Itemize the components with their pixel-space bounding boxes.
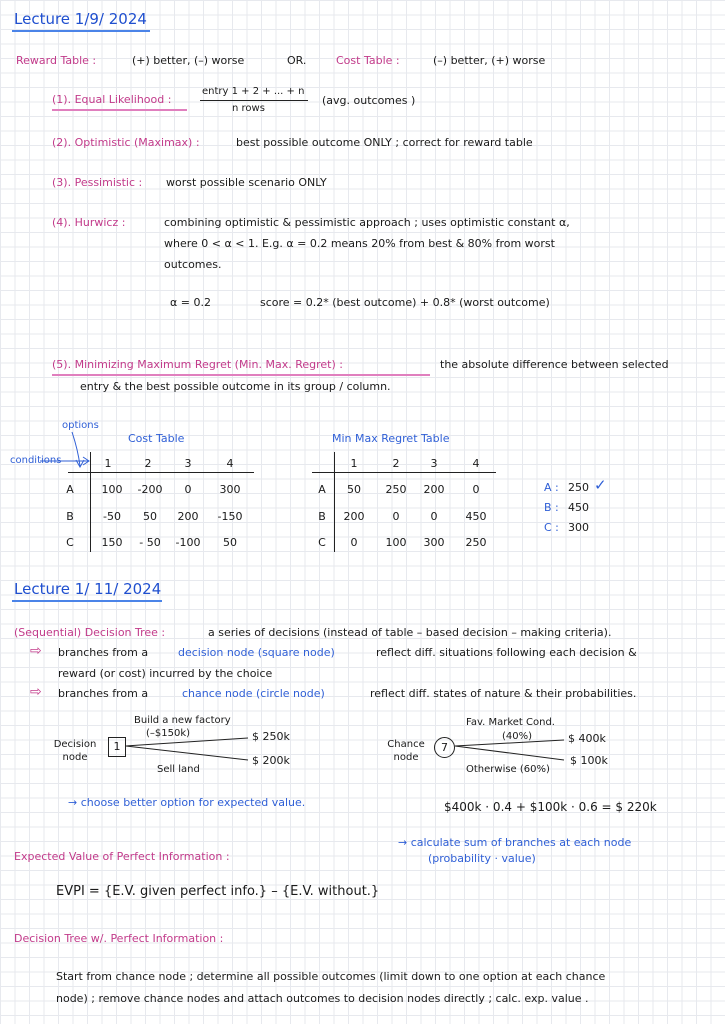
item1-numerator: entry 1 + 2 + ... + n	[202, 86, 305, 97]
chance-note-line2: (probability · value)	[428, 852, 536, 865]
max-regret-value: 300	[568, 521, 589, 534]
item2-text: best possible outcome ONLY ; correct for reward table	[236, 136, 533, 149]
cost-cell: 0	[184, 483, 192, 496]
regret-cell: 250	[465, 536, 487, 549]
regret-cell: 0	[350, 536, 358, 549]
branch-top-label: Build a new factory	[134, 715, 231, 726]
regret-cell: 0	[430, 510, 438, 523]
cost-row-label: C	[66, 536, 74, 549]
cost-col-header: 4	[226, 457, 234, 470]
regret-cell: 300	[423, 536, 445, 549]
arrow2-text-a: branches from a	[58, 687, 149, 700]
arrow2-text-b: reflect diff. states of nature & their probabilities.	[370, 687, 637, 700]
chance-note-line1: → calculate sum of branches at each node	[398, 836, 632, 849]
branch-bottom-value: $ 200k	[252, 754, 290, 767]
checkmark-icon: ✓	[594, 476, 607, 494]
regret-row-label: C	[318, 536, 326, 549]
item5-label: (5). Minimizing Maximum Regret (Min. Max. Regret) :	[52, 358, 343, 371]
regret-cell: 100	[385, 536, 407, 549]
options-label: options	[62, 420, 99, 431]
item4-line1: combining optimistic & pessimistic approach ; uses optimistic constant α,	[164, 216, 570, 229]
item1-note: (avg. outcomes )	[322, 94, 416, 107]
chance-top-label: Fav. Market Cond.	[466, 717, 555, 728]
regret-col-header: 3	[430, 457, 438, 470]
evpi-formula: EVPI = {E.V. given perfect info.} – {E.V. without.}	[56, 884, 380, 899]
lecture2-heading: Lecture 1/ 11/ 2024	[14, 580, 162, 598]
regret-cell: 0	[472, 483, 480, 496]
chance-calculation: $400k · 0.4 + $100k · 0.6 = $ 220k	[444, 800, 657, 814]
max-regret-label: A :	[544, 481, 559, 494]
regret-cell: 250	[385, 483, 407, 496]
cost-col-header: 1	[104, 457, 112, 470]
chance-node-label: Chance node	[387, 739, 425, 763]
dtpi-line1: Start from chance node ; determine all possible outcomes (limit down to one option at each chance	[56, 970, 606, 983]
branch-top-cost: (–$150k)	[146, 728, 191, 739]
regret-row-label: B	[318, 510, 326, 523]
alpha-equation: α = 0.2	[170, 296, 211, 309]
cost-cell: - 50	[139, 536, 161, 549]
reward-table-label: Reward Table :	[16, 54, 97, 67]
arrow1-text-b: reflect diff. situations following each decision &	[376, 646, 637, 659]
dtpi-heading: Decision Tree w/. Perfect Information :	[14, 932, 224, 945]
arrow1-text-c: reward (or cost) incurred by the choice	[58, 667, 273, 680]
regret-cell: 450	[465, 510, 487, 523]
cost-cell: 50	[143, 510, 157, 523]
evpi-heading: Expected Value of Perfect Information :	[14, 850, 230, 863]
reward-table-text: (+) better, (–) worse	[132, 54, 245, 67]
chance-node-circle: 7	[434, 737, 455, 758]
score-equation: score = 0.2* (best outcome) + 0.8* (worst outcome)	[260, 296, 550, 309]
regret-cell: 0	[392, 510, 400, 523]
item4-line3: outcomes.	[164, 258, 222, 271]
max-regret-label: B :	[544, 501, 559, 514]
cost-cell: 200	[177, 510, 199, 523]
regret-col-header: 2	[392, 457, 400, 470]
item3-text: worst possible scenario ONLY	[166, 176, 327, 189]
or-text: OR.	[287, 54, 307, 67]
item1-denominator: n rows	[232, 103, 265, 114]
decision-node-square: 1	[108, 737, 126, 757]
cost-col-header: 3	[184, 457, 192, 470]
arrow1-text-a: branches from a	[58, 646, 149, 659]
cost-cell: -50	[103, 510, 121, 523]
decision-node-label: Decision node	[53, 739, 97, 763]
decision-tree-label: (Sequential) Decision Tree :	[14, 626, 166, 639]
regret-col-header: 4	[472, 457, 480, 470]
item5-line2: entry & the best possible outcome in its group / column.	[80, 380, 391, 393]
cost-table-text: (–) better, (+) worse	[433, 54, 546, 67]
cost-cell: -150	[217, 510, 243, 523]
chance-bottom-label: Otherwise (60%)	[466, 764, 550, 775]
item4-line2: where 0 < α < 1. E.g. α = 0.2 means 20% from best & 80% from worst	[164, 237, 555, 250]
cost-row-label: A	[66, 483, 74, 496]
regret-cell: 200	[423, 483, 445, 496]
item5-line1: the absolute difference between selected	[440, 358, 669, 371]
chance-top-prob: (40%)	[502, 731, 533, 742]
chance-bottom-value: $ 100k	[570, 754, 608, 767]
max-regret-value: 250	[568, 481, 589, 494]
arrow-right-icon: ⇨	[30, 684, 42, 700]
cost-col-header: 2	[144, 457, 152, 470]
cost-cell: 150	[101, 536, 123, 549]
cost-cell: 50	[223, 536, 237, 549]
lecture1-heading: Lecture 1/9/ 2024	[14, 10, 147, 28]
chance-top-value: $ 400k	[568, 732, 606, 745]
regret-col-header: 1	[350, 457, 358, 470]
decision-note: → choose better option for expected value.	[68, 796, 306, 809]
cost-cell: 300	[219, 483, 241, 496]
max-regret-label: C :	[544, 521, 559, 534]
cost-cell: -100	[175, 536, 201, 549]
max-regret-value: 450	[568, 501, 589, 514]
decision-tree-text: a series of decisions (instead of table – based decision – making criteria).	[208, 626, 612, 639]
cost-table-title: Cost Table	[128, 432, 185, 445]
item3-label: (3). Pessimistic :	[52, 176, 143, 189]
arrow-right-icon: ⇨	[30, 643, 42, 659]
cost-cell: -200	[137, 483, 163, 496]
regret-cell: 200	[343, 510, 365, 523]
regret-table-title: Min Max Regret Table	[332, 432, 450, 445]
cost-cell: 100	[101, 483, 123, 496]
branch-bottom-label: Sell land	[157, 764, 200, 775]
cost-row-label: B	[66, 510, 74, 523]
item2-label: (2). Optimistic (Maximax) :	[52, 136, 200, 149]
regret-row-label: A	[318, 483, 326, 496]
chance-node-term: chance node (circle node)	[182, 687, 325, 700]
regret-cell: 50	[347, 483, 361, 496]
item4-label: (4). Hurwicz :	[52, 216, 126, 229]
decision-node-term: decision node (square node)	[178, 646, 335, 659]
conditions-label: conditions	[10, 455, 62, 466]
branch-top-value: $ 250k	[252, 730, 290, 743]
dtpi-line2: node) ; remove chance nodes and attach outcomes to decision nodes directly ; calc. exp. value .	[56, 992, 589, 1005]
cost-table-label: Cost Table :	[336, 54, 400, 67]
item1-label: (1). Equal Likelihood :	[52, 93, 172, 106]
